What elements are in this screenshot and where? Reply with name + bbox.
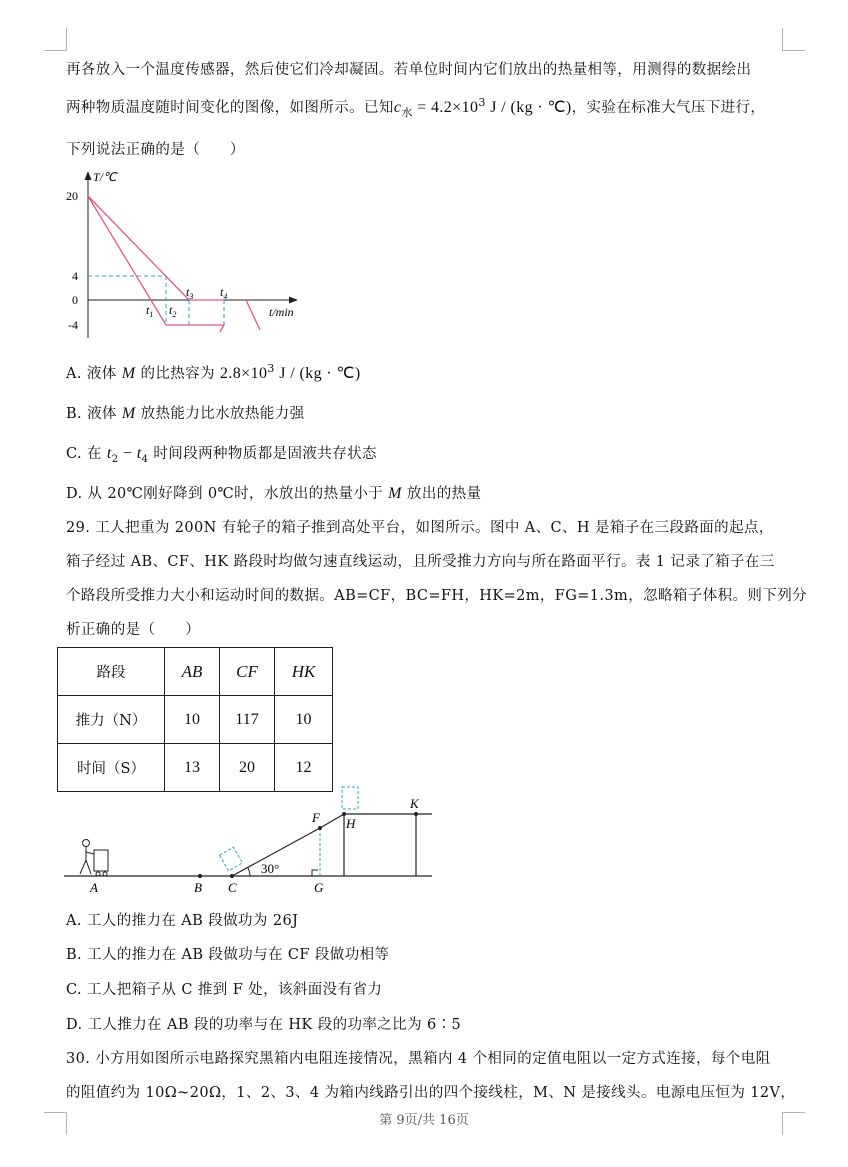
option-a-exponent: 3	[267, 362, 275, 376]
q30-line-2: 的阻值约为 10Ω~20Ω，1、2、3、4 为箱内线路引出的四个接线柱，M、N 是接线头。电源电压恒为 12V，	[66, 1085, 796, 1101]
q29-line-3: 个路段所受推力大小和运动时间的数据。AB=CF，BC=FH，HK=2m，FG=1.3m，忽略箱子体积。则下列分	[66, 588, 808, 604]
table-cell: 12	[275, 744, 333, 792]
curve-water	[88, 196, 224, 300]
table-cell: 推力（N）	[58, 696, 165, 744]
ramp-figure	[60, 782, 440, 900]
crop-mark-top-left	[44, 28, 67, 51]
table-header-cell: 路段	[58, 648, 165, 696]
q28-option-b	[66, 402, 305, 423]
q29-option-b: B. 工人的推力在 AB 段做功与在 CF 段做功相等	[66, 947, 390, 963]
q30-line-1: 30. 小方用如图所示电路探究黑箱内电阻连接情况，黑箱内 4 个相同的定值电阻以一定方式连接，每个电阻	[66, 1051, 771, 1067]
option-c-dash: −	[118, 445, 137, 462]
c-water-unit: J / (kg · ℃)	[485, 99, 572, 116]
t2-label: $t_2$	[169, 303, 177, 319]
table-header-row	[58, 648, 333, 696]
option-d-prefix: D. 从 20℃刚好降到 0℃时，水放出的热量小于	[66, 486, 389, 502]
point-k-dot	[414, 812, 418, 816]
q29-option-a: A. 工人的推力在 AB 段做功为 26J	[66, 913, 299, 929]
option-a-m: M	[121, 365, 136, 382]
label-a: A	[90, 880, 98, 895]
t4-label: $t_4$	[220, 285, 228, 301]
label-b: B	[194, 880, 202, 895]
option-c-t4: t	[136, 445, 142, 462]
option-d-m: M	[388, 485, 402, 502]
x-axis-label: t/min	[269, 305, 294, 319]
crop-mark-top-right	[782, 28, 805, 51]
push-data-table	[57, 647, 333, 792]
table-cell: 20	[220, 744, 275, 792]
q29-line-4: 析正确的是（ ）	[66, 622, 201, 638]
table-cell: 10	[165, 696, 220, 744]
point-f-dot	[318, 826, 322, 830]
option-c-t2-sub: 2	[111, 453, 119, 465]
label-k: K	[410, 796, 419, 811]
page-footer: 第 9页/共 16页	[379, 1113, 469, 1128]
t1-label: $t_1$	[146, 303, 154, 319]
y-tick-0: 0	[72, 293, 78, 307]
q28-line-3: 下列说法正确的是（ ）	[66, 142, 245, 158]
table-header-cell: AB	[165, 648, 220, 696]
label-h: H	[346, 816, 356, 831]
table-cell: 13	[165, 744, 220, 792]
table-row	[58, 696, 333, 744]
box-on-ramp	[220, 847, 243, 871]
option-a-mid: 的比热容为	[135, 366, 220, 382]
box-on-platform	[342, 787, 358, 809]
option-a-value: 2.8×10	[219, 365, 268, 382]
option-a-prefix: A. 液体	[66, 366, 122, 382]
label-g: G	[314, 880, 324, 895]
q28-line-2	[66, 96, 765, 120]
q28-option-a	[66, 362, 361, 383]
q29-option-d: D. 工人推力在 AB 段的功率与在 HK 段的功率之比为 6∶5	[66, 1017, 462, 1033]
option-c-prefix: C. 在	[66, 446, 107, 462]
table-header-cell: CF	[220, 648, 275, 696]
ramp-top	[320, 814, 344, 828]
curve-water-tail	[246, 300, 260, 330]
table-cell: 时间（S）	[58, 744, 165, 792]
label-f: F	[312, 810, 320, 825]
q28-option-c	[66, 442, 377, 465]
y-tick-neg4: -4	[68, 318, 78, 332]
y-tick-4: 4	[72, 269, 78, 283]
option-d-text: 放出的热量	[401, 486, 482, 502]
y-tick-20: 20	[66, 189, 78, 203]
point-c-dot	[230, 874, 234, 878]
option-b-text: 放热能力比水放热能力强	[135, 406, 305, 422]
c-water-subscript: 水	[401, 105, 413, 119]
label-c: C	[228, 880, 237, 895]
option-c-t2: t	[106, 445, 112, 462]
angle-label: 30°	[261, 861, 280, 876]
option-c-t4-sub: 4	[141, 453, 149, 465]
point-b-dot	[198, 874, 202, 878]
right-angle-mark	[312, 870, 318, 876]
c-water-symbol: c	[393, 99, 402, 116]
option-b-prefix: B. 液体	[66, 406, 122, 422]
q29-line-1: 29. 工人把重为 200N 有轮子的箱子推到高处平台，如图所示。图中 A、C、H 是箱子在三段路面的起点，	[66, 520, 774, 536]
temperature-time-graph	[60, 168, 310, 348]
c-water-value: = 4.2×10	[412, 99, 479, 116]
q29-line-2: 箱子经过 AB、CF、HK 路段时均做匀速直线运动，且所受推力方向与所在路面平行。表 1 记录了箱子在三	[66, 554, 775, 570]
q28-line-2-tail: ，实验在标准大气压下进行，	[571, 100, 766, 116]
option-a-unit: J / (kg · ℃)	[274, 365, 361, 382]
option-b-m: M	[121, 405, 136, 422]
angle-arc	[248, 868, 250, 876]
y-axis-label: T/℃	[93, 170, 117, 184]
c-water-exponent: 3	[478, 96, 486, 110]
t3-label: $t_3$	[186, 285, 194, 301]
table-cell: 117	[220, 696, 275, 744]
q28-option-d	[66, 482, 481, 503]
q28-line-1: 再各放入一个温度传感器，然后使它们冷却凝固。若单位时间内它们放出的热量相等，用测得的数据绘出	[66, 62, 752, 78]
option-c-text: 时间段两种物质都是固液共存状态	[148, 446, 377, 462]
q28-line-2-text: 两种物质温度随时间变化的图像，如图所示。已知	[66, 100, 394, 116]
table-cell: 10	[275, 696, 333, 744]
x-axis-arrow	[289, 297, 298, 304]
y-axis-arrow	[85, 171, 92, 180]
q29-option-c: C. 工人把箱子从 C 推到 F 处，该斜面没有省力	[66, 982, 383, 998]
worker-icon	[80, 840, 108, 877]
table-header-cell: HK	[275, 648, 333, 696]
